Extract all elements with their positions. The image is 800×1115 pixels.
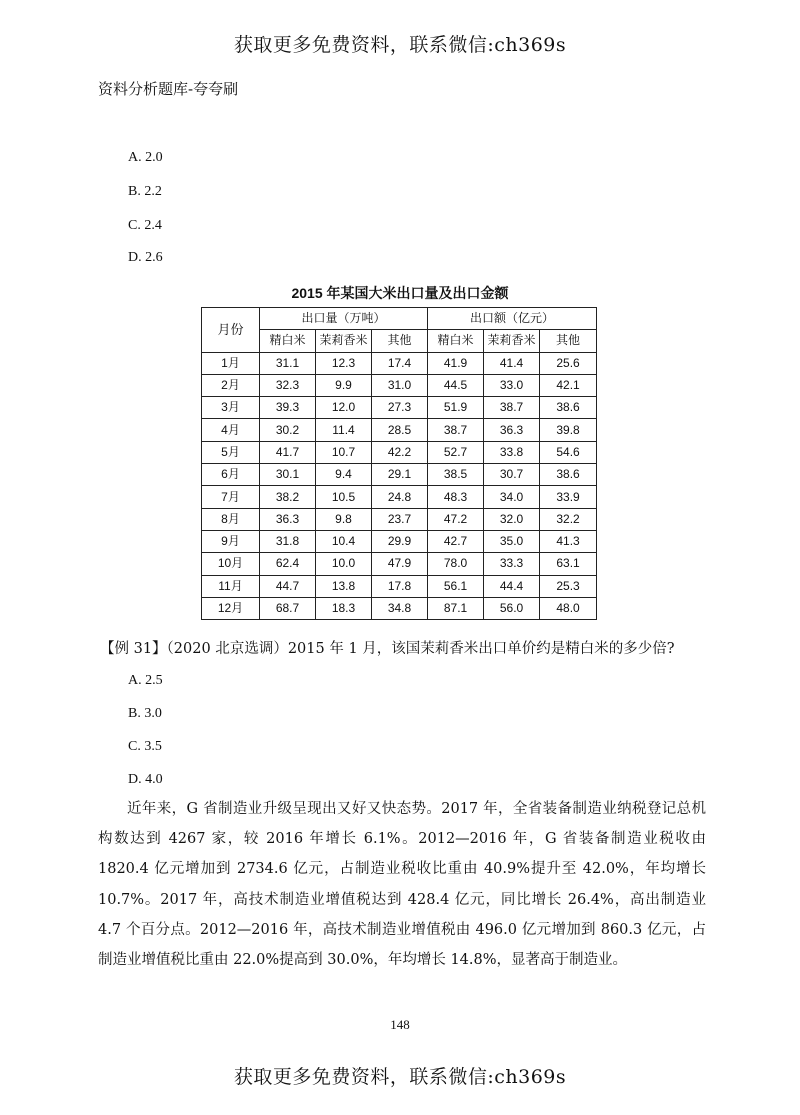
value-cell: 32.3 bbox=[260, 374, 316, 396]
value-cell: 30.2 bbox=[260, 419, 316, 441]
value-cell: 13.8 bbox=[316, 575, 372, 597]
table-row bbox=[202, 508, 597, 530]
value-cell: 29.1 bbox=[372, 464, 428, 486]
value-cell: 38.7 bbox=[428, 419, 484, 441]
prev-option-d: D. 2.6 bbox=[128, 250, 163, 265]
value-cell: 42.2 bbox=[372, 441, 428, 463]
prev-option-b: B. 2.2 bbox=[128, 184, 162, 199]
value-cell: 44.7 bbox=[260, 575, 316, 597]
value-cell: 44.5 bbox=[428, 374, 484, 396]
question-text: 【例 31】（2020 北京选调）2015 年 1 月，该国茉莉香米出口单价约是精白米的多少倍? bbox=[100, 641, 675, 657]
table-row bbox=[202, 464, 597, 486]
table-row bbox=[202, 553, 597, 575]
table-title: 2015 年某国大米出口量及出口金额 bbox=[291, 285, 509, 301]
value-cell: 34.8 bbox=[372, 597, 428, 619]
value-cell: 33.0 bbox=[484, 374, 540, 396]
value-cell: 33.8 bbox=[484, 441, 540, 463]
table-row bbox=[202, 486, 597, 508]
month-cell: 10月 bbox=[202, 553, 260, 575]
table-row bbox=[202, 374, 597, 396]
month-cell: 9月 bbox=[202, 530, 260, 552]
value-cell: 17.8 bbox=[372, 575, 428, 597]
volume-group-header: 出口量（万吨） bbox=[260, 308, 428, 330]
value-cell: 32.2 bbox=[540, 508, 597, 530]
value-cell: 31.8 bbox=[260, 530, 316, 552]
month-cell: 1月 bbox=[202, 352, 260, 374]
value-group-header: 出口额（亿元） bbox=[428, 308, 597, 330]
value-cell: 10.0 bbox=[316, 553, 372, 575]
question-option-d: D. 4.0 bbox=[128, 772, 163, 787]
value-cell: 17.4 bbox=[372, 352, 428, 374]
value-cell: 38.7 bbox=[484, 397, 540, 419]
value-cell: 29.9 bbox=[372, 530, 428, 552]
sub-header: 其他 bbox=[540, 330, 597, 352]
table-row bbox=[202, 441, 597, 463]
sub-header: 其他 bbox=[372, 330, 428, 352]
value-cell: 36.3 bbox=[484, 419, 540, 441]
value-cell: 44.4 bbox=[484, 575, 540, 597]
value-cell: 41.4 bbox=[484, 352, 540, 374]
month-cell: 5月 bbox=[202, 441, 260, 463]
value-cell: 9.4 bbox=[316, 464, 372, 486]
value-cell: 32.0 bbox=[484, 508, 540, 530]
value-cell: 23.7 bbox=[372, 508, 428, 530]
month-cell: 2月 bbox=[202, 374, 260, 396]
month-cell: 4月 bbox=[202, 419, 260, 441]
table-row bbox=[202, 530, 597, 552]
value-cell: 41.9 bbox=[428, 352, 484, 374]
value-cell: 10.7 bbox=[316, 441, 372, 463]
value-cell: 27.3 bbox=[372, 397, 428, 419]
watermark-bottom: 获取更多免费资料，联系微信:ch369s bbox=[233, 1066, 567, 1088]
value-cell: 78.0 bbox=[428, 553, 484, 575]
value-cell: 30.7 bbox=[484, 464, 540, 486]
value-cell: 38.6 bbox=[540, 397, 597, 419]
value-cell: 42.7 bbox=[428, 530, 484, 552]
value-cell: 9.9 bbox=[316, 374, 372, 396]
table-row bbox=[202, 352, 597, 374]
value-cell: 12.0 bbox=[316, 397, 372, 419]
value-cell: 47.9 bbox=[372, 553, 428, 575]
month-cell: 11月 bbox=[202, 575, 260, 597]
value-cell: 47.2 bbox=[428, 508, 484, 530]
value-cell: 25.6 bbox=[540, 352, 597, 374]
value-cell: 52.7 bbox=[428, 441, 484, 463]
value-cell: 11.4 bbox=[316, 419, 372, 441]
value-cell: 87.1 bbox=[428, 597, 484, 619]
value-cell: 39.8 bbox=[540, 419, 597, 441]
table-row bbox=[202, 419, 597, 441]
month-cell: 8月 bbox=[202, 508, 260, 530]
sub-header: 精白米 bbox=[428, 330, 484, 352]
value-cell: 10.4 bbox=[316, 530, 372, 552]
prev-option-c: C. 2.4 bbox=[128, 218, 162, 233]
question-option-b: B. 3.0 bbox=[128, 706, 162, 721]
value-cell: 48.3 bbox=[428, 486, 484, 508]
value-cell: 25.3 bbox=[540, 575, 597, 597]
watermark-top: 获取更多免费资料，联系微信:ch369s bbox=[233, 34, 567, 56]
prev-option-a: A. 2.0 bbox=[128, 150, 163, 165]
value-cell: 34.0 bbox=[484, 486, 540, 508]
value-cell: 51.9 bbox=[428, 397, 484, 419]
value-cell: 18.3 bbox=[316, 597, 372, 619]
table-row bbox=[202, 397, 597, 419]
value-cell: 10.5 bbox=[316, 486, 372, 508]
value-cell: 36.3 bbox=[260, 508, 316, 530]
value-cell: 38.5 bbox=[428, 464, 484, 486]
value-cell: 24.8 bbox=[372, 486, 428, 508]
value-cell: 62.4 bbox=[260, 553, 316, 575]
value-cell: 9.8 bbox=[316, 508, 372, 530]
material-paragraph: 近年来，G 省制造业升级呈现出又好又快态势。2017 年，全省装备制造业纳税登记总机构数达到 4267 家，较 2016 年增长 6.1%。2012—2016 年，G 省装备制造业税收由 1820.4 亿元增加到 2734.6 亿元，占制造业税收比重由 40.9%提升至 42.0%，年均增长 10.7%。2017 年，高技术制造业增值税达到 428.4 亿元，同比增长 26.4%，高出制造业 4.7 个百分点。2012—2016 年，高技术制造业增值税由 496.0 亿元增加到 860.3 亿元，占制造业增值税比重由 22.0%提高到 30.0%，年均增长 14.8%，显著高于制造业。 bbox=[98, 801, 706, 969]
value-cell: 63.1 bbox=[540, 553, 597, 575]
month-cell: 3月 bbox=[202, 397, 260, 419]
header-label: 资料分析题库-夸夸刷 bbox=[98, 80, 239, 98]
value-cell: 42.1 bbox=[540, 374, 597, 396]
value-cell: 48.0 bbox=[540, 597, 597, 619]
value-cell: 38.2 bbox=[260, 486, 316, 508]
question-option-a: A. 2.5 bbox=[128, 673, 163, 688]
value-cell: 33.9 bbox=[540, 486, 597, 508]
sub-header: 茉莉香米 bbox=[484, 330, 540, 352]
value-cell: 41.3 bbox=[540, 530, 597, 552]
page-number: 148 bbox=[390, 1017, 410, 1032]
value-cell: 56.0 bbox=[484, 597, 540, 619]
value-cell: 68.7 bbox=[260, 597, 316, 619]
table-row bbox=[202, 597, 597, 619]
value-cell: 28.5 bbox=[372, 419, 428, 441]
month-cell: 6月 bbox=[202, 464, 260, 486]
month-cell: 12月 bbox=[202, 597, 260, 619]
month-header: 月份 bbox=[202, 308, 260, 353]
value-cell: 41.7 bbox=[260, 441, 316, 463]
value-cell: 35.0 bbox=[484, 530, 540, 552]
value-cell: 31.0 bbox=[372, 374, 428, 396]
question-option-c: C. 3.5 bbox=[128, 739, 162, 754]
value-cell: 39.3 bbox=[260, 397, 316, 419]
value-cell: 38.6 bbox=[540, 464, 597, 486]
rice-export-table bbox=[201, 307, 597, 620]
table-row bbox=[202, 575, 597, 597]
value-cell: 30.1 bbox=[260, 464, 316, 486]
value-cell: 33.3 bbox=[484, 553, 540, 575]
sub-header: 精白米 bbox=[260, 330, 316, 352]
value-cell: 56.1 bbox=[428, 575, 484, 597]
value-cell: 31.1 bbox=[260, 352, 316, 374]
value-cell: 12.3 bbox=[316, 352, 372, 374]
value-cell: 54.6 bbox=[540, 441, 597, 463]
sub-header: 茉莉香米 bbox=[316, 330, 372, 352]
month-cell: 7月 bbox=[202, 486, 260, 508]
